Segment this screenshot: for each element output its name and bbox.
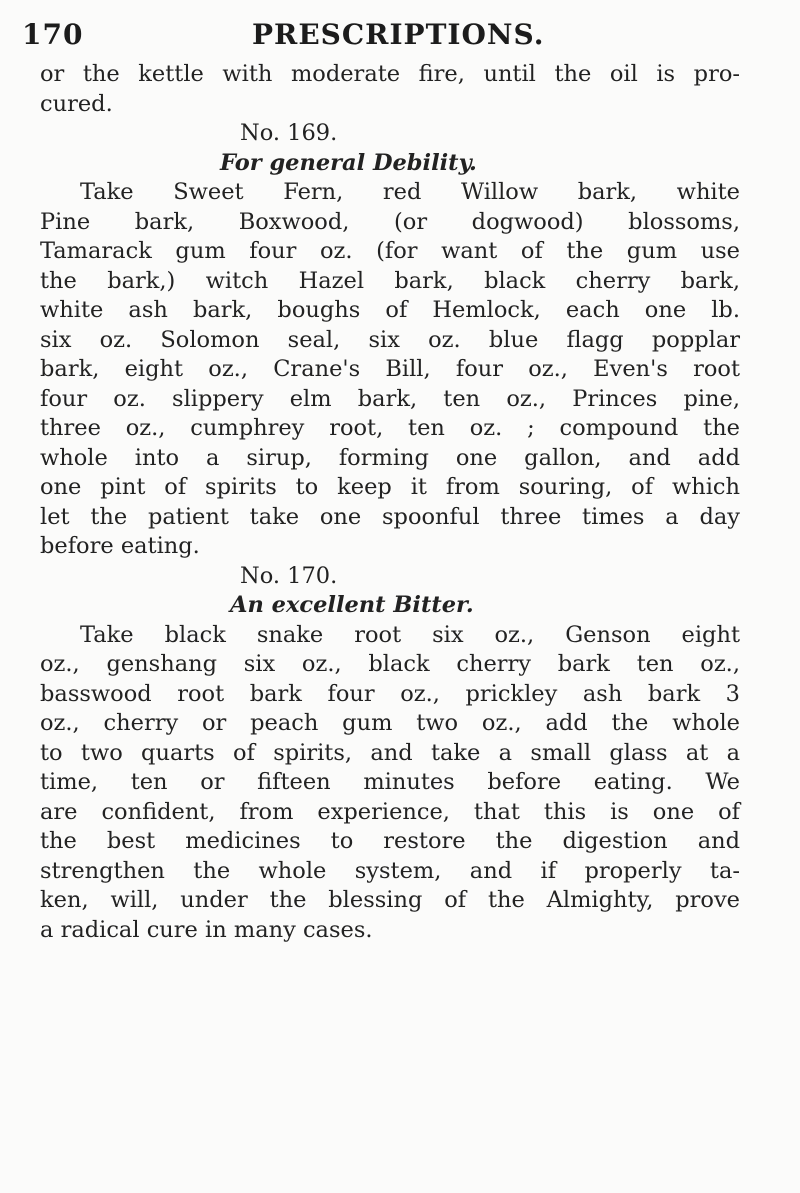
text-line: white ash bark, boughs of Hemlock, each one lb. xyxy=(40,297,740,323)
text-line: time, ten or fifteen minutes before eating. We xyxy=(40,769,740,795)
running-head: PRESCRIPTIONS. xyxy=(252,18,545,51)
recipe-number: No. 170. xyxy=(240,562,338,589)
recipe-title: For general Debility. xyxy=(220,149,477,176)
text-line: let the patient take one spoonful three times a day xyxy=(40,503,740,530)
text-line: one pint of spirits to keep it from souring, of which xyxy=(40,474,740,500)
text-line: to two quarts of spirits, and take a small glass at a xyxy=(40,739,740,766)
text-line: six oz. Solomon seal, six oz. blue flagg popplar xyxy=(40,326,740,353)
recipe-number: No. 169. xyxy=(240,120,338,146)
text-line: Tamarack gum four oz. (for want of the gum use xyxy=(40,238,740,264)
text-line: oz., cherry or peach gum two oz., add the whole xyxy=(40,710,740,736)
text-line: before eating. xyxy=(40,533,200,559)
text-line: Take black snake root six oz., Genson eight xyxy=(80,621,740,648)
text-line: bark, eight oz., Crane's Bill, four oz., Even's root xyxy=(40,356,740,382)
text-line: strengthen the whole system, and if properly ta- xyxy=(40,857,740,884)
text-line: Pine bark, Boxwood, (or dogwood) blossoms, xyxy=(40,208,740,235)
text-line: the bark,) witch Hazel bark, black cherry bark, xyxy=(40,267,740,294)
page-body xyxy=(40,60,740,945)
text-line: ken, will, under the blessing of the Almighty, prove xyxy=(40,887,740,913)
text-line: four oz. slippery elm bark, ten oz., Princes pine, xyxy=(40,385,740,412)
page-header xyxy=(22,18,762,62)
text-line: are confident, from experience, that this is one of xyxy=(40,798,740,825)
intro-paragraph xyxy=(40,60,740,119)
recipe-title: An excellent Bitter. xyxy=(230,592,474,618)
page-number: 170 xyxy=(22,18,84,51)
recipe-paragraph xyxy=(40,621,740,946)
text-line: whole into a sirup, forming one gallon, and add xyxy=(40,444,740,471)
text-line: cured. xyxy=(40,90,113,117)
text-line: basswood root bark four oz., prickley ash bark 3 xyxy=(40,680,740,707)
text-line: Take Sweet Fern, red Willow bark, white xyxy=(80,179,740,205)
text-line: a radical cure in many cases. xyxy=(40,916,373,943)
text-line: the best medicines to restore the digestion and xyxy=(40,828,740,854)
text-line: oz., genshang six oz., black cherry bark ten oz., xyxy=(40,651,740,677)
text-line: three oz., cumphrey root, ten oz. ; compound the xyxy=(40,415,740,441)
text-line: or the kettle with moderate fire, until the oil is pro- xyxy=(40,61,740,87)
recipe-paragraph xyxy=(40,178,740,562)
